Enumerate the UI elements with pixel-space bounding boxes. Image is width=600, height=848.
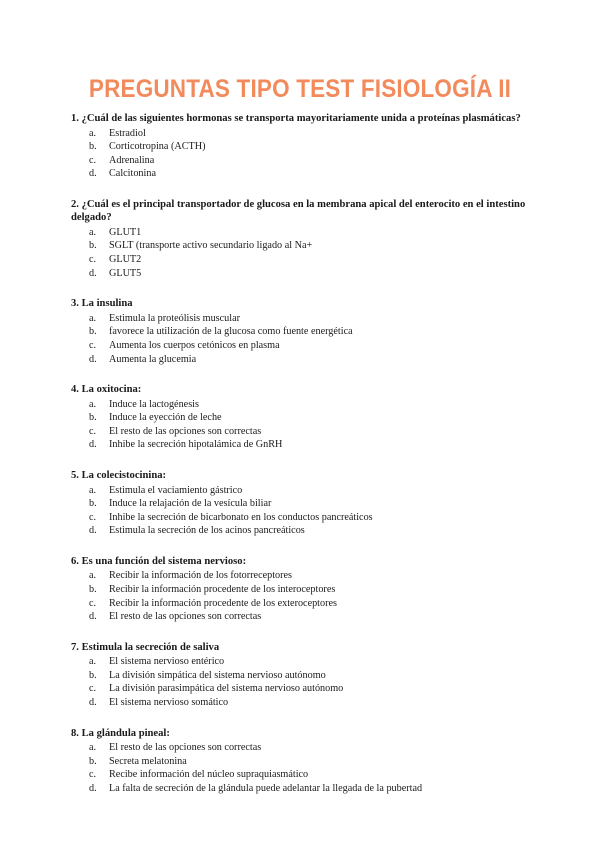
answer-option [71,253,533,267]
option-text: El sistema nervioso entérico [109,656,225,668]
option-text: SGLT (transporte activo secundario ligado al Na+ [109,240,313,252]
answer-option [71,411,533,425]
option-text: Recibir la información procedente de los interoceptores [109,583,336,595]
question-2 [71,198,533,280]
question-text: 1. ¿Cuál de las siguientes hormonas se transporta mayoritariamente unida a proteínas plasmáticas? [71,113,521,124]
option-text: Estimula el vaciamiento gástrico [109,484,243,496]
answer-option [71,226,533,240]
answer-option [71,597,533,611]
option-letter: a. [89,312,97,324]
answer-option [71,353,533,367]
option-text: El sistema nervioso somático [109,697,229,709]
option-letter: d. [89,439,97,451]
option-letter: a. [89,742,97,754]
option-letter: b. [89,240,97,252]
option-text: El resto de las opciones son correctas [109,742,262,754]
option-letter: a. [89,570,97,582]
question-text: 6. Es una función del sistema nervioso: [71,555,247,567]
question-text: 2. ¿Cuál es el principal transportador de glucosa en la membrana apical del enterocito en el intestino delgado? [71,198,526,224]
question-text: 5. La colecistocinina: [71,470,167,481]
option-text: favorece la utilización de la glucosa como fuente energética [109,326,353,338]
option-letter: d. [89,611,97,623]
option-letter: b. [89,141,97,153]
answer-option [71,267,533,281]
answer-option [71,524,533,538]
answer-option [71,339,533,353]
option-list [71,655,533,709]
option-list [71,312,533,366]
option-text: La división parasimpática del sistema nervioso autónomo [109,683,344,695]
answer-option [71,655,533,669]
option-text: Recibir la información procedente de los exteroceptores [109,597,337,609]
option-list [71,741,533,795]
option-text: Aumenta la glucemia [109,353,197,365]
answer-option [71,741,533,755]
option-letter: c. [89,339,97,351]
answer-option [71,569,533,583]
option-text: GLUT2 [109,254,142,266]
answer-option [71,583,533,597]
option-text: Secreta melatonina [109,755,187,767]
page-title: PREGUNTAS TIPO TEST FISIOLOGÍA II [88,75,512,103]
option-text: Recibir la información de los fotorreceptores [109,570,293,582]
answer-option [71,167,533,181]
option-letter: b. [89,669,97,681]
option-letter: c. [89,769,97,781]
option-letter: b. [89,583,97,595]
answer-option [71,438,533,452]
option-letter: c. [89,254,97,266]
option-letter: b. [89,412,97,424]
option-letter: d. [89,525,97,537]
option-letter: c. [89,511,97,523]
answer-option [71,239,533,253]
option-letter: c. [89,683,97,695]
option-letter: a. [89,484,97,496]
question-7 [71,641,533,710]
option-letter: b. [89,326,97,338]
option-letter: d. [89,353,97,365]
question-text: 7. Estimula la secreción de saliva [71,641,220,653]
answer-option [71,610,533,624]
question-5 [71,469,533,538]
option-text: La falta de secreción de la glándula puede adelantar la llegada de la pubertad [109,782,423,794]
option-letter: a. [89,226,97,238]
question-text: 4. La oxitocina: [71,384,142,396]
answer-option [71,425,533,439]
answer-option [71,782,533,796]
answer-option [71,768,533,782]
option-list [71,127,533,181]
option-letter: a. [89,398,97,410]
answer-option [71,484,533,498]
option-text: El resto de las opciones son correctas [109,611,262,623]
option-text: Aumenta los cuerpos cetónicos en plasma [109,339,280,351]
option-text: GLUT1 [109,226,142,238]
option-text: La división simpática del sistema nervioso autónomo [109,669,326,681]
option-text: Corticotropina (ACTH) [109,141,206,153]
option-text: Estimula la secreción de los acinos pancreáticos [109,525,305,537]
option-letter: d. [89,168,97,180]
answer-option [71,669,533,683]
option-letter: d. [89,782,97,794]
question-list [71,112,533,813]
option-letter: b. [89,755,97,767]
answer-option [71,682,533,696]
option-text: Induce la eyección de leche [109,412,222,424]
question-8 [71,727,533,796]
option-text: El resto de las opciones son correctas [109,425,262,437]
question-3 [71,297,533,366]
question-6 [71,555,533,624]
answer-option [71,398,533,412]
option-text: Estradiol [109,127,146,139]
question-text: 3. La insulina [71,298,133,310]
option-list [71,226,533,280]
option-letter: d. [89,267,97,279]
option-letter: c. [89,425,97,437]
option-text: Recibe información del núcleo supraquiasmático [109,769,309,781]
answer-option [71,696,533,710]
option-list [71,484,533,538]
answer-option [71,325,533,339]
answer-option [71,154,533,168]
answer-option [71,140,533,154]
option-letter: d. [89,697,97,709]
option-list [71,569,533,623]
option-text: Inhibe la secreción hipotalámica de GnRH [109,439,283,451]
question-4 [71,383,533,452]
option-text: Calcitonina [109,168,156,180]
option-text: Adrenalina [109,154,155,166]
answer-option [71,755,533,769]
option-text: GLUT5 [109,267,142,279]
option-text: Estimula la proteólisis muscular [109,312,240,324]
question-text: 8. La glándula pineal: [71,727,170,739]
option-letter: c. [89,154,97,166]
option-text: Induce la lactogénesis [109,398,199,410]
option-text: Inhibe la secreción de bicarbonato en los conductos pancreáticos [109,511,373,523]
option-letter: a. [89,656,97,668]
option-text: Induce la relajación de la vesícula biliar [109,498,272,510]
answer-option [71,312,533,326]
answer-option [71,511,533,525]
answer-option [71,497,533,511]
option-letter: a. [89,127,97,139]
answer-option [71,127,533,141]
option-list [71,398,533,452]
option-letter: c. [89,597,97,609]
question-1 [71,112,533,181]
option-letter: b. [89,498,97,510]
